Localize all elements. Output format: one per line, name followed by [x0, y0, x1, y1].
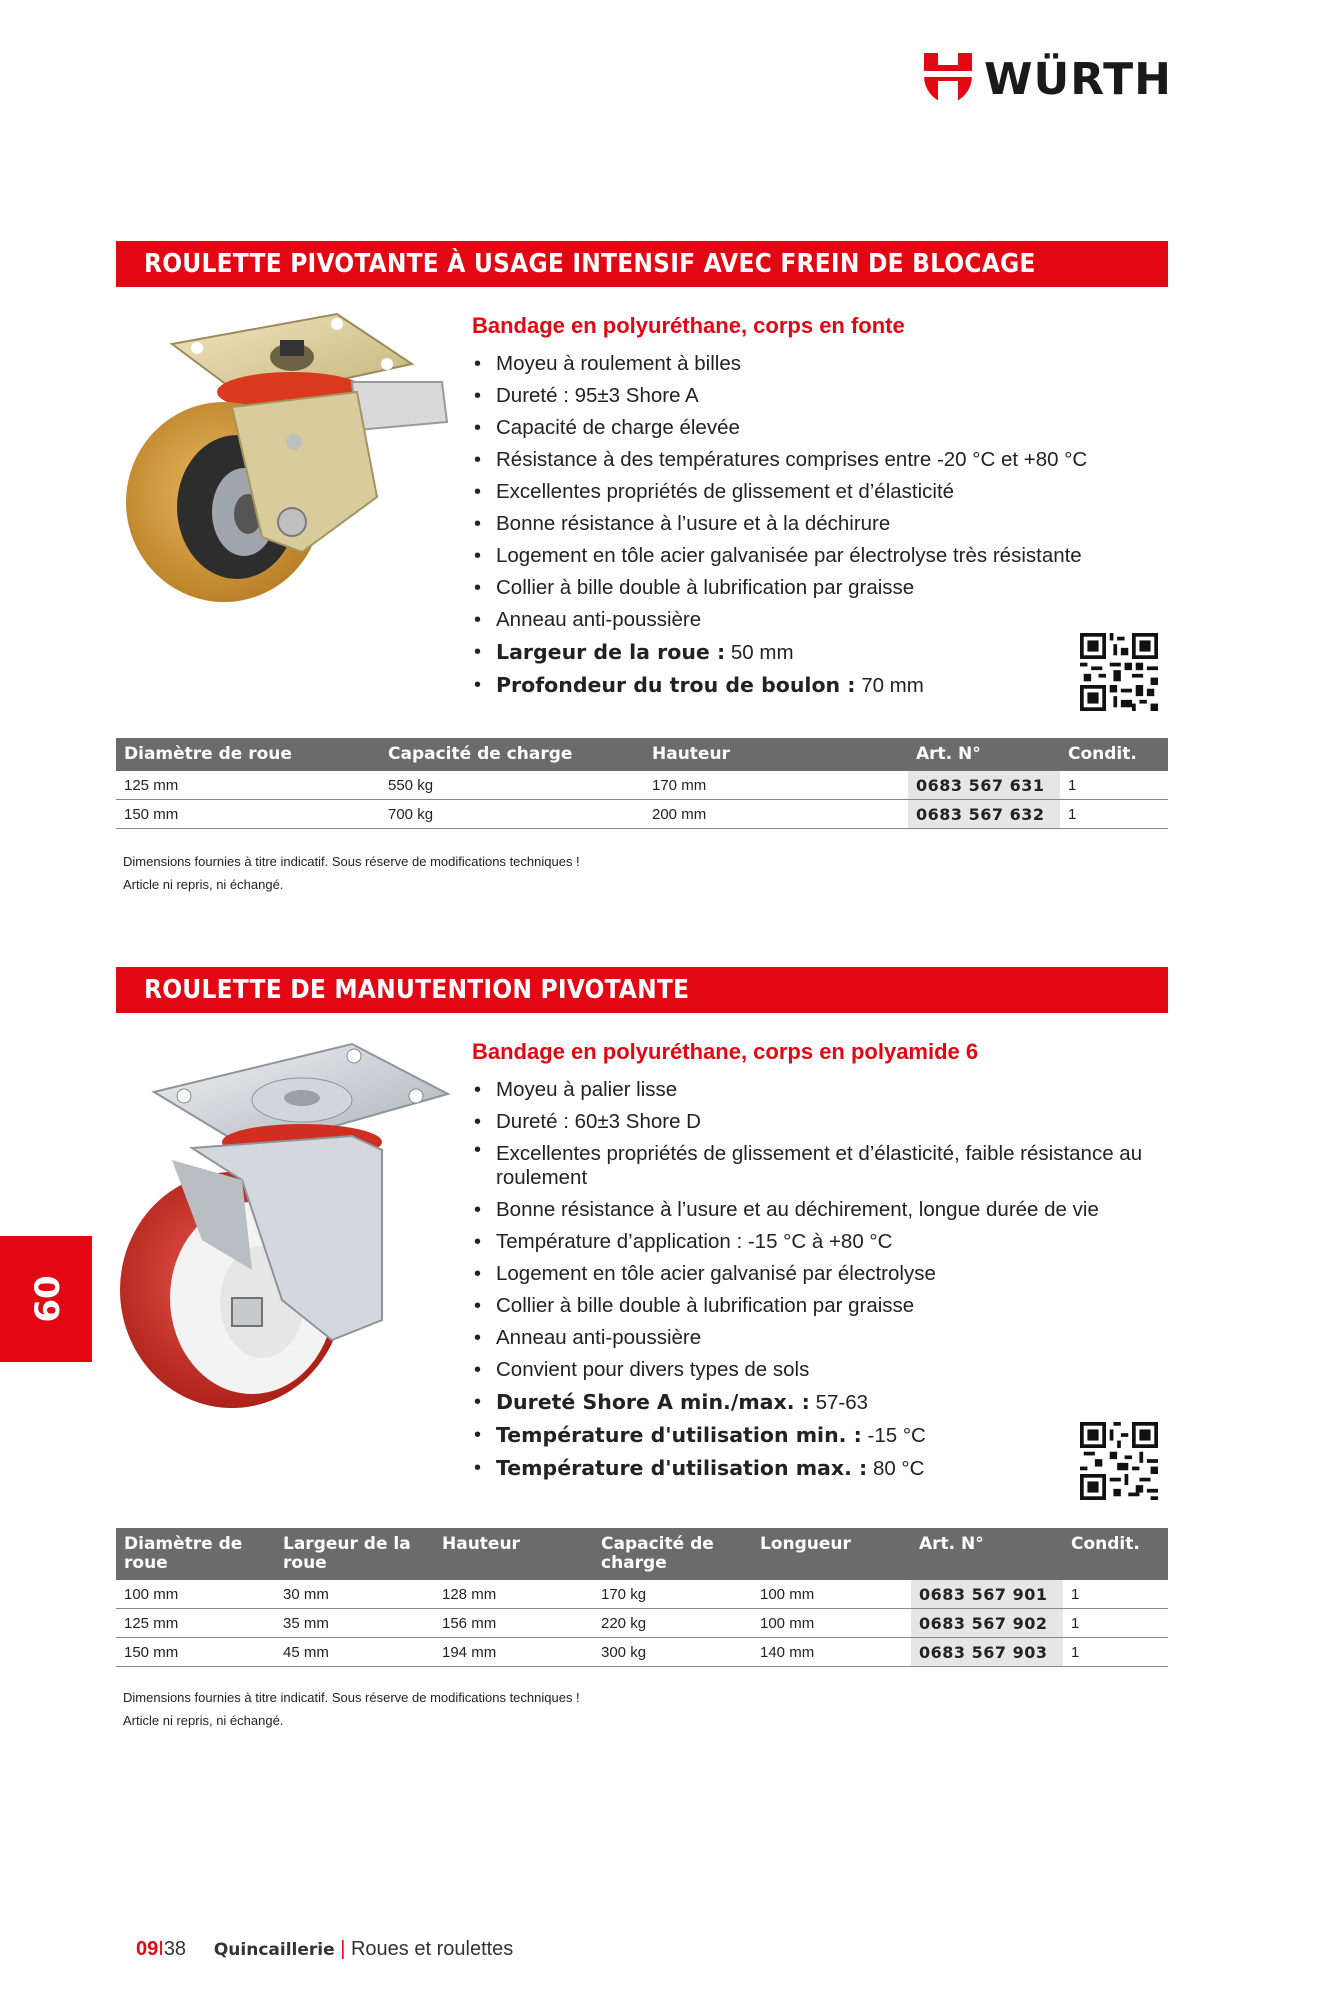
list-item: • Dureté : 60±3 Shore D	[472, 1106, 1162, 1138]
disclaimer-line: Dimensions fournies à titre indicatif. Sous réserve de modifications techniques !	[123, 854, 580, 869]
section1-feature-list	[472, 348, 1152, 702]
table-cell: 1	[1060, 771, 1168, 800]
list-item: • Bonne résistance à l’usure et à la déchirure	[472, 508, 1152, 540]
table-cell: 194 mm	[434, 1638, 593, 1667]
table-header-row	[116, 738, 1168, 771]
table-cell: 300 kg	[593, 1638, 752, 1667]
article-number: 0683 567 901	[911, 1580, 1063, 1609]
table-cell: 128 mm	[434, 1580, 593, 1609]
col-header: Diamètre de roue	[116, 738, 380, 771]
list-item: • Moyeu à palier lisse	[472, 1074, 1162, 1106]
table-cell: 170 mm	[644, 771, 908, 800]
section1-title-banner	[116, 241, 1168, 287]
table-header-row	[116, 1528, 1168, 1580]
table-cell: 220 kg	[593, 1609, 752, 1638]
table-cell: 550 kg	[380, 771, 644, 800]
table-cell: 150 mm	[116, 1638, 275, 1667]
col-header: Capacité de charge	[593, 1528, 752, 1580]
table-cell: 700 kg	[380, 800, 644, 829]
list-item: • Résistance à des températures comprises entre -20 °C et +80 °C	[472, 444, 1152, 476]
col-header: Hauteur	[644, 738, 908, 771]
article-number: 0683 567 902	[911, 1609, 1063, 1638]
wurth-logo-icon	[924, 53, 972, 105]
spec-wheel-width: • Largeur de la roue : 50 mm	[472, 636, 1152, 669]
brand-name: WÜRTH	[984, 53, 1173, 105]
list-item: • Température d’application : -15 °C à +80 °C	[472, 1226, 1162, 1258]
list-item: • Anneau anti-poussière	[472, 1322, 1162, 1354]
col-header: Hauteur	[434, 1528, 593, 1580]
wurth-logo	[924, 52, 1174, 106]
article-number: 0683 567 631	[908, 771, 1060, 800]
heavy-duty-caster-image	[112, 312, 457, 612]
table-cell: 1	[1060, 800, 1168, 829]
table-cell: 156 mm	[434, 1609, 593, 1638]
col-header: Diamètre de roue	[116, 1528, 275, 1580]
section1-disclaimer	[123, 850, 580, 896]
spec-min-temperature: • Température d'utilisation min. : -15 °C	[472, 1419, 1162, 1452]
list-item: • Moyeu à roulement à billes	[472, 348, 1152, 380]
list-item: • Bonne résistance à l’usure et au déchirement, longue durée de vie	[472, 1194, 1162, 1226]
table-cell: 1	[1063, 1609, 1168, 1638]
list-item: • Logement en tôle acier galvanisé par électrolyse	[472, 1258, 1162, 1290]
footer-page-number: 38	[163, 1938, 187, 1960]
table-cell: 100 mm	[752, 1580, 911, 1609]
spec-max-temperature: • Température d'utilisation max. : 80 °C	[472, 1452, 1162, 1485]
section1-subtitle: Bandage en polyuréthane, corps en fonte	[472, 313, 905, 338]
footer-separator: I	[158, 1938, 164, 1960]
table-cell: 140 mm	[752, 1638, 911, 1667]
col-header: Longueur	[752, 1528, 911, 1580]
col-header: Capacité de charge	[380, 738, 644, 771]
list-item: • Convient pour divers types de sols	[472, 1354, 1162, 1386]
table-cell: 1	[1063, 1638, 1168, 1667]
list-item: • Anneau anti-poussière	[472, 604, 1152, 636]
article-number: 0683 567 632	[908, 800, 1060, 829]
footer-chapter: 09	[136, 1938, 159, 1960]
section1-title: ROULETTE PIVOTANTE À USAGE INTENSIF AVEC FREIN DE BLOCAGE	[144, 249, 1036, 279]
qr-code-icon[interactable]	[1080, 1422, 1158, 1500]
list-item: • Logement en tôle acier galvanisée par électrolyse très résistante	[472, 540, 1152, 572]
table-row	[116, 800, 1168, 829]
spec-bolt-hole-depth: • Profondeur du trou de boulon : 70 mm	[472, 669, 1152, 702]
table-cell: 150 mm	[116, 800, 380, 829]
col-header: Condit.	[1063, 1528, 1168, 1580]
disclaimer-line: Article ni repris, ni échangé.	[123, 1713, 284, 1728]
table-cell: 100 mm	[116, 1580, 275, 1609]
table-cell: 100 mm	[752, 1609, 911, 1638]
list-item: • Excellentes propriétés de glissement et d’élasticité	[472, 476, 1152, 508]
list-item: • Excellentes propriétés de glissement et d’élasticité, faible résistance au roulement	[472, 1138, 1162, 1194]
table-row	[116, 1638, 1168, 1667]
table-row	[116, 1609, 1168, 1638]
spec-shore-hardness: • Dureté Shore A min./max. : 57-63	[472, 1386, 1162, 1419]
disclaimer-line: Dimensions fournies à titre indicatif. Sous réserve de modifications techniques !	[123, 1690, 580, 1705]
table-cell: 200 mm	[644, 800, 908, 829]
table-row	[116, 771, 1168, 800]
footer-subcategory: Roues et roulettes	[350, 1938, 514, 1960]
col-header: Largeur de la roue	[275, 1528, 434, 1580]
section2-feature-list	[472, 1074, 1162, 1485]
swivel-caster-image	[112, 1040, 457, 1410]
table-cell: 125 mm	[116, 771, 380, 800]
table-cell: 45 mm	[275, 1638, 434, 1667]
section2-subtitle: Bandage en polyuréthane, corps en polyamide 6	[472, 1039, 979, 1064]
section2-title: ROULETTE DE MANUTENTION PIVOTANTE	[144, 975, 690, 1005]
col-header: Art. N°	[908, 738, 1060, 771]
list-item: • Collier à bille double à lubrification par graisse	[472, 572, 1152, 604]
section2-title-banner	[116, 967, 1168, 1013]
col-header: Art. N°	[911, 1528, 1063, 1580]
table-cell: 1	[1063, 1580, 1168, 1609]
footer-category: Quincaillerie	[213, 1940, 335, 1960]
footer-bar: |	[340, 1938, 346, 1960]
page-footer	[136, 1938, 513, 1961]
section2-disclaimer	[123, 1686, 580, 1732]
table-cell: 30 mm	[275, 1580, 434, 1609]
qr-code-icon[interactable]	[1080, 633, 1158, 711]
section2-spec-table	[116, 1528, 1168, 1667]
chapter-side-tab[interactable]	[0, 1236, 92, 1362]
section1-spec-table	[116, 738, 1168, 829]
list-item: • Collier à bille double à lubrification par graisse	[472, 1290, 1162, 1322]
table-row	[116, 1580, 1168, 1609]
disclaimer-line: Article ni repris, ni échangé.	[123, 877, 284, 892]
table-cell: 125 mm	[116, 1609, 275, 1638]
article-number: 0683 567 903	[911, 1638, 1063, 1667]
list-item: • Capacité de charge élevée	[472, 412, 1152, 444]
list-item: • Dureté : 95±3 Shore A	[472, 380, 1152, 412]
col-header: Condit.	[1060, 738, 1168, 771]
table-cell: 35 mm	[275, 1609, 434, 1638]
chapter-number: 09	[25, 1275, 66, 1323]
table-cell: 170 kg	[593, 1580, 752, 1609]
